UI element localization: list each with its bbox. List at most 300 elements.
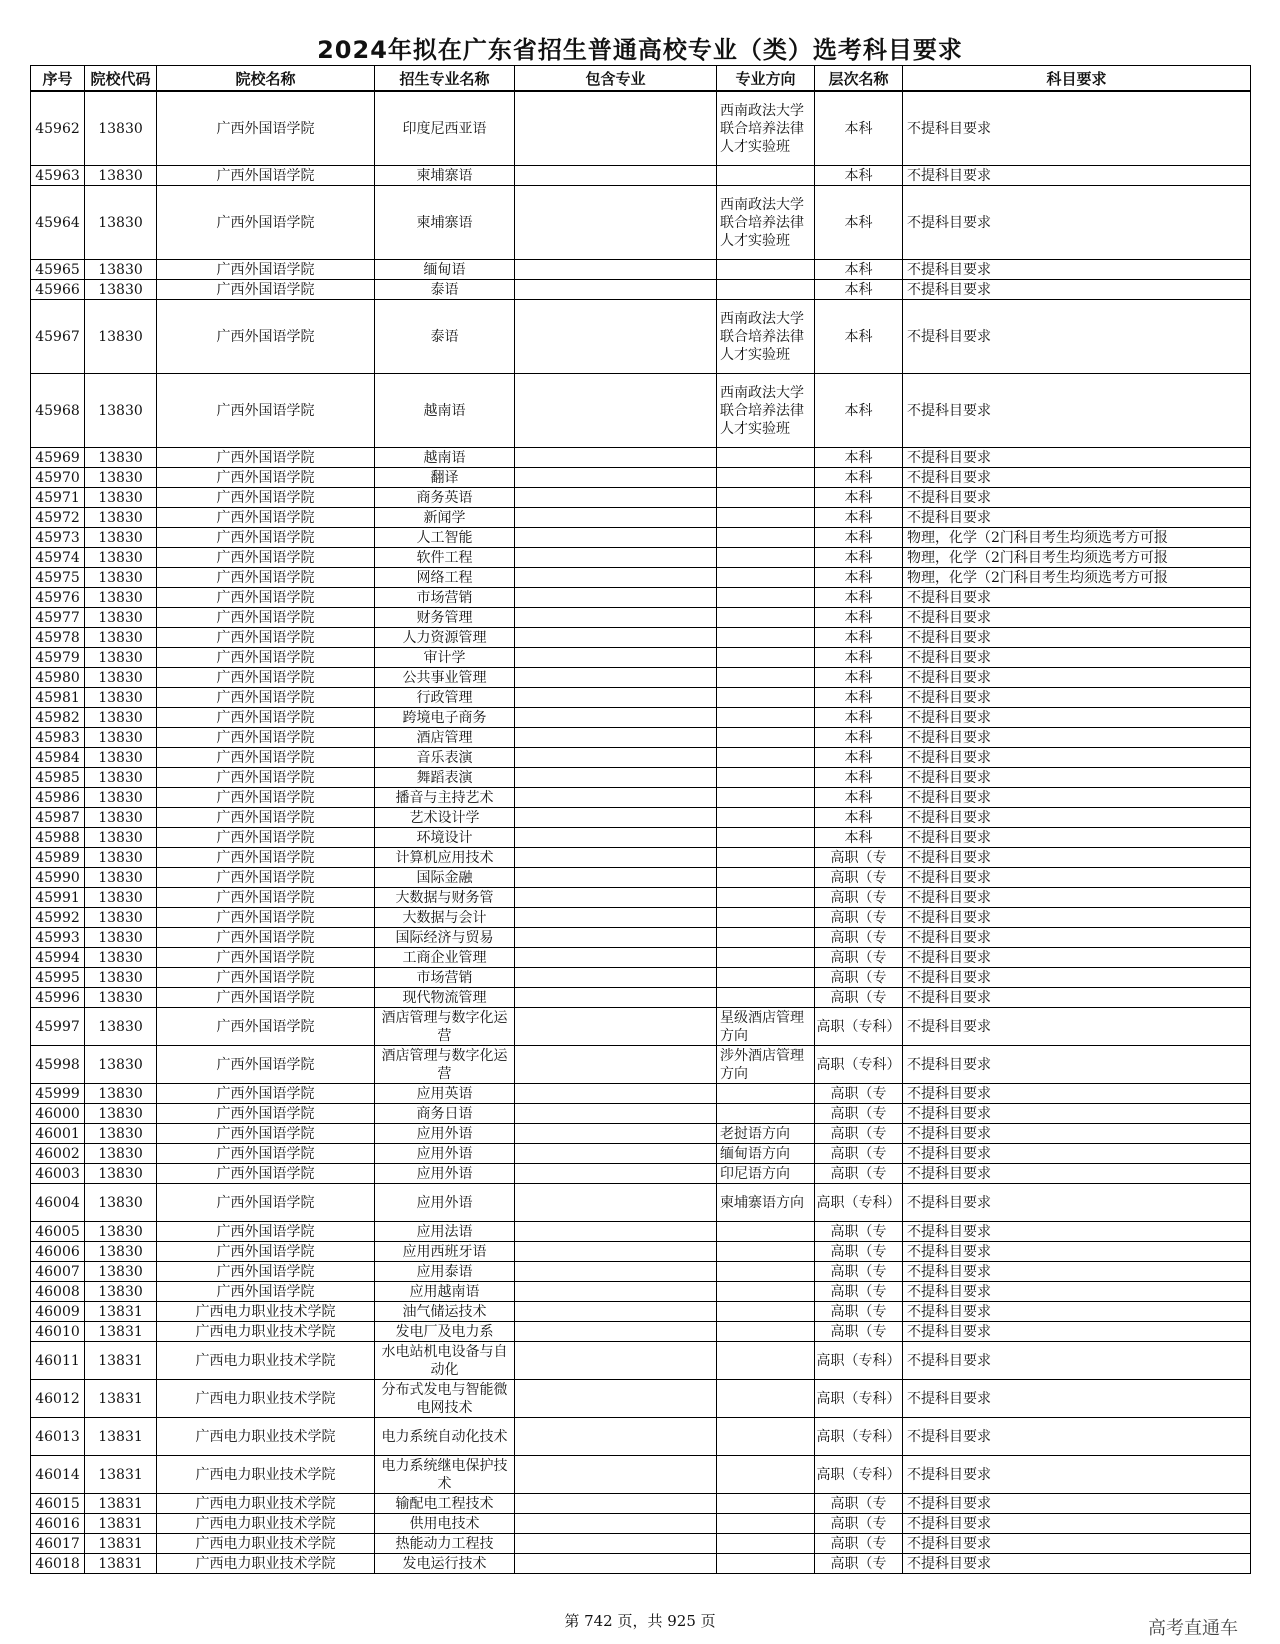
cell-direction: 西南政法大学联合培养法律人才实验班	[717, 186, 815, 260]
cell-included-majors	[515, 1418, 717, 1456]
cell-school-code: 13830	[85, 468, 157, 488]
cell-included-majors	[515, 828, 717, 848]
cell-subject-requirement: 不提科目要求	[903, 808, 1251, 828]
cell-level: 本科	[815, 488, 903, 508]
cell-level: 本科	[815, 508, 903, 528]
cell-major-name: 国际经济与贸易	[375, 928, 515, 948]
cell-level: 高职（专	[815, 1124, 903, 1144]
cell-serial: 45998	[31, 1046, 85, 1084]
cell-serial: 45997	[31, 1008, 85, 1046]
cell-direction: 老挝语方向	[717, 1124, 815, 1144]
cell-school-code: 13830	[85, 1124, 157, 1144]
cell-serial: 45995	[31, 968, 85, 988]
cell-level: 高职（专科）	[815, 1008, 903, 1046]
cell-serial: 46004	[31, 1184, 85, 1222]
cell-subject-requirement: 不提科目要求	[903, 748, 1251, 768]
cell-direction	[717, 1534, 815, 1554]
cell-major-name: 发电运行技术	[375, 1554, 515, 1574]
cell-direction: 星级酒店管理方向	[717, 1008, 815, 1046]
cell-major-name: 计算机应用技术	[375, 848, 515, 868]
cell-school-name: 广西电力职业技术学院	[157, 1554, 375, 1574]
cell-school-code: 13830	[85, 968, 157, 988]
cell-included-majors	[515, 668, 717, 688]
cell-direction	[717, 588, 815, 608]
cell-major-name: 缅甸语	[375, 260, 515, 280]
cell-major-name: 工商企业管理	[375, 948, 515, 968]
cell-subject-requirement: 不提科目要求	[903, 648, 1251, 668]
cell-subject-requirement: 不提科目要求	[903, 828, 1251, 848]
cell-major-name: 音乐表演	[375, 748, 515, 768]
cell-school-code: 13830	[85, 1008, 157, 1046]
table-row	[31, 908, 1251, 928]
cell-school-code: 13830	[85, 166, 157, 186]
cell-subject-requirement: 不提科目要求	[903, 668, 1251, 688]
cell-school-code: 13830	[85, 1164, 157, 1184]
cell-direction	[717, 808, 815, 828]
table-row	[31, 448, 1251, 468]
table-row	[31, 468, 1251, 488]
cell-subject-requirement: 不提科目要求	[903, 448, 1251, 468]
cell-included-majors	[515, 548, 717, 568]
cell-major-name: 应用法语	[375, 1222, 515, 1242]
cell-school-name: 广西外国语学院	[157, 848, 375, 868]
cell-school-code: 13830	[85, 260, 157, 280]
cell-direction: 缅甸语方向	[717, 1144, 815, 1164]
cell-included-majors	[515, 91, 717, 166]
cell-level: 高职（专	[815, 1534, 903, 1554]
cell-included-majors	[515, 888, 717, 908]
table-row	[31, 1046, 1251, 1084]
cell-school-name: 广西外国语学院	[157, 548, 375, 568]
page-number: 第 742 页，共 925 页	[564, 1612, 716, 1630]
cell-school-name: 广西外国语学院	[157, 608, 375, 628]
cell-level: 高职（专	[815, 1164, 903, 1184]
cell-school-code: 13831	[85, 1322, 157, 1342]
cell-included-majors	[515, 748, 717, 768]
cell-school-code: 13830	[85, 608, 157, 628]
cell-school-name: 广西外国语学院	[157, 668, 375, 688]
cell-serial: 46000	[31, 1104, 85, 1124]
cell-direction	[717, 768, 815, 788]
cell-serial: 45972	[31, 508, 85, 528]
cell-school-code: 13830	[85, 908, 157, 928]
cell-school-code: 13830	[85, 688, 157, 708]
cell-level: 本科	[815, 260, 903, 280]
cell-serial: 46001	[31, 1124, 85, 1144]
cell-direction	[717, 708, 815, 728]
cell-major-name: 艺术设计学	[375, 808, 515, 828]
cell-school-code: 13830	[85, 788, 157, 808]
cell-level: 本科	[815, 548, 903, 568]
cell-direction: 西南政法大学联合培养法律人才实验班	[717, 374, 815, 448]
header-cell: 招生专业名称	[375, 66, 515, 92]
cell-subject-requirement: 不提科目要求	[903, 468, 1251, 488]
cell-serial: 45965	[31, 260, 85, 280]
cell-level: 本科	[815, 300, 903, 374]
cell-level: 本科	[815, 788, 903, 808]
cell-subject-requirement: 不提科目要求	[903, 1322, 1251, 1342]
cell-subject-requirement: 不提科目要求	[903, 948, 1251, 968]
cell-major-name: 越南语	[375, 448, 515, 468]
cell-level: 高职（专	[815, 1242, 903, 1262]
cell-level: 本科	[815, 728, 903, 748]
table-row	[31, 868, 1251, 888]
cell-level: 高职（专科）	[815, 1046, 903, 1084]
header-cell: 包含专业	[515, 66, 717, 92]
table-row	[31, 788, 1251, 808]
cell-level: 高职（专	[815, 1554, 903, 1574]
cell-subject-requirement: 不提科目要求	[903, 628, 1251, 648]
cell-direction	[717, 968, 815, 988]
table-row	[31, 1262, 1251, 1282]
cell-major-name: 供用电技术	[375, 1514, 515, 1534]
cell-subject-requirement: 不提科目要求	[903, 1184, 1251, 1222]
cell-subject-requirement: 不提科目要求	[903, 1124, 1251, 1144]
cell-school-name: 广西外国语学院	[157, 708, 375, 728]
cell-direction	[717, 668, 815, 688]
cell-subject-requirement: 不提科目要求	[903, 280, 1251, 300]
table-row	[31, 928, 1251, 948]
table-row	[31, 708, 1251, 728]
cell-school-code: 13830	[85, 828, 157, 848]
cell-direction: 印尼语方向	[717, 1164, 815, 1184]
table-row	[31, 186, 1251, 260]
table-row	[31, 1302, 1251, 1322]
cell-included-majors	[515, 1534, 717, 1554]
cell-major-name: 大数据与会计	[375, 908, 515, 928]
cell-direction	[717, 1514, 815, 1534]
cell-subject-requirement: 不提科目要求	[903, 968, 1251, 988]
cell-school-name: 广西外国语学院	[157, 166, 375, 186]
cell-school-code: 13830	[85, 1184, 157, 1222]
cell-school-name: 广西外国语学院	[157, 1124, 375, 1144]
cell-school-code: 13830	[85, 568, 157, 588]
cell-subject-requirement: 不提科目要求	[903, 300, 1251, 374]
table-row	[31, 1184, 1251, 1222]
cell-serial: 45971	[31, 488, 85, 508]
cell-level: 高职（专	[815, 1104, 903, 1124]
cell-level: 高职（专科）	[815, 1380, 903, 1418]
cell-direction	[717, 1494, 815, 1514]
cell-school-code: 13830	[85, 300, 157, 374]
cell-included-majors	[515, 260, 717, 280]
cell-direction	[717, 948, 815, 968]
cell-major-name: 发电厂及电力系	[375, 1322, 515, 1342]
cell-included-majors	[515, 1242, 717, 1262]
cell-school-name: 广西外国语学院	[157, 928, 375, 948]
cell-school-code: 13831	[85, 1554, 157, 1574]
cell-subject-requirement: 不提科目要求	[903, 708, 1251, 728]
cell-major-name: 翻译	[375, 468, 515, 488]
cell-included-majors	[515, 508, 717, 528]
cell-level: 高职（专科）	[815, 1342, 903, 1380]
cell-school-name: 广西外国语学院	[157, 280, 375, 300]
cell-included-majors	[515, 1144, 717, 1164]
cell-subject-requirement: 不提科目要求	[903, 488, 1251, 508]
cell-school-name: 广西外国语学院	[157, 988, 375, 1008]
cell-school-code: 13830	[85, 508, 157, 528]
table-row	[31, 166, 1251, 186]
cell-subject-requirement: 不提科目要求	[903, 508, 1251, 528]
cell-school-code: 13830	[85, 928, 157, 948]
cell-school-code: 13830	[85, 748, 157, 768]
cell-serial: 45991	[31, 888, 85, 908]
cell-direction	[717, 1418, 815, 1456]
cell-level: 本科	[815, 528, 903, 548]
cell-school-code: 13830	[85, 948, 157, 968]
cell-level: 本科	[815, 186, 903, 260]
cell-direction	[717, 888, 815, 908]
cell-school-code: 13830	[85, 888, 157, 908]
cell-included-majors	[515, 628, 717, 648]
table-row	[31, 1008, 1251, 1046]
cell-serial: 45968	[31, 374, 85, 448]
cell-serial: 45984	[31, 748, 85, 768]
table-row	[31, 728, 1251, 748]
cell-level: 高职（专	[815, 968, 903, 988]
cell-included-majors	[515, 1164, 717, 1184]
cell-school-code: 13830	[85, 768, 157, 788]
table-row	[31, 608, 1251, 628]
cell-serial: 45970	[31, 468, 85, 488]
cell-serial: 45977	[31, 608, 85, 628]
cell-direction	[717, 548, 815, 568]
cell-serial: 45981	[31, 688, 85, 708]
cell-subject-requirement: 不提科目要求	[903, 1104, 1251, 1124]
table-row	[31, 548, 1251, 568]
table-row	[31, 988, 1251, 1008]
cell-school-name: 广西外国语学院	[157, 300, 375, 374]
cell-major-name: 应用外语	[375, 1164, 515, 1184]
cell-major-name: 商务英语	[375, 488, 515, 508]
cell-subject-requirement: 不提科目要求	[903, 988, 1251, 1008]
cell-direction	[717, 928, 815, 948]
cell-included-majors	[515, 928, 717, 948]
cell-level: 高职（专	[815, 908, 903, 928]
cell-major-name: 应用外语	[375, 1144, 515, 1164]
table-row	[31, 280, 1251, 300]
cell-school-name: 广西电力职业技术学院	[157, 1418, 375, 1456]
cell-major-name: 输配电工程技术	[375, 1494, 515, 1514]
cell-direction	[717, 1456, 815, 1494]
cell-serial: 45967	[31, 300, 85, 374]
cell-serial: 46015	[31, 1494, 85, 1514]
table-row	[31, 1554, 1251, 1574]
cell-level: 本科	[815, 688, 903, 708]
cell-subject-requirement: 不提科目要求	[903, 1514, 1251, 1534]
cell-serial: 45976	[31, 588, 85, 608]
cell-level: 高职（专科）	[815, 1456, 903, 1494]
cell-level: 高职（专	[815, 1282, 903, 1302]
cell-major-name: 应用越南语	[375, 1282, 515, 1302]
cell-school-code: 13830	[85, 91, 157, 166]
cell-major-name: 应用英语	[375, 1084, 515, 1104]
cell-school-code: 13830	[85, 186, 157, 260]
cell-level: 本科	[815, 166, 903, 186]
cell-serial: 45999	[31, 1084, 85, 1104]
cell-included-majors	[515, 1342, 717, 1380]
cell-school-name: 广西外国语学院	[157, 1084, 375, 1104]
cell-serial: 45969	[31, 448, 85, 468]
cell-direction: 西南政法大学联合培养法律人才实验班	[717, 300, 815, 374]
cell-serial: 45979	[31, 648, 85, 668]
cell-direction	[717, 488, 815, 508]
cell-direction	[717, 568, 815, 588]
cell-subject-requirement: 不提科目要求	[903, 1342, 1251, 1380]
cell-included-majors	[515, 688, 717, 708]
cell-direction	[717, 1342, 815, 1380]
table-row	[31, 528, 1251, 548]
table-row	[31, 1222, 1251, 1242]
cell-level: 高职（专	[815, 868, 903, 888]
cell-subject-requirement: 不提科目要求	[903, 1164, 1251, 1184]
cell-direction	[717, 748, 815, 768]
cell-school-name: 广西外国语学院	[157, 568, 375, 588]
cell-school-code: 13830	[85, 648, 157, 668]
cell-serial: 45986	[31, 788, 85, 808]
cell-serial: 45980	[31, 668, 85, 688]
cell-included-majors	[515, 528, 717, 548]
cell-school-code: 13830	[85, 988, 157, 1008]
cell-included-majors	[515, 708, 717, 728]
cell-serial: 46012	[31, 1380, 85, 1418]
cell-direction: 西南政法大学联合培养法律人才实验班	[717, 91, 815, 166]
cell-included-majors	[515, 1456, 717, 1494]
table-row	[31, 508, 1251, 528]
cell-major-name: 泰语	[375, 300, 515, 374]
cell-direction	[717, 648, 815, 668]
cell-school-code: 13831	[85, 1342, 157, 1380]
cell-included-majors	[515, 1322, 717, 1342]
cell-serial: 46011	[31, 1342, 85, 1380]
cell-direction	[717, 1084, 815, 1104]
cell-direction	[717, 788, 815, 808]
cell-school-code: 13830	[85, 374, 157, 448]
cell-school-name: 广西电力职业技术学院	[157, 1322, 375, 1342]
cell-direction	[717, 166, 815, 186]
cell-level: 本科	[815, 468, 903, 488]
cell-school-name: 广西外国语学院	[157, 628, 375, 648]
cell-included-majors	[515, 166, 717, 186]
cell-major-name: 人工智能	[375, 528, 515, 548]
cell-level: 高职（专	[815, 1262, 903, 1282]
table-body	[31, 91, 1251, 1574]
cell-serial: 45985	[31, 768, 85, 788]
cell-subject-requirement: 不提科目要求	[903, 1534, 1251, 1554]
table-row	[31, 260, 1251, 280]
table-row	[31, 1514, 1251, 1534]
cell-level: 本科	[815, 648, 903, 668]
cell-school-name: 广西外国语学院	[157, 1164, 375, 1184]
cell-direction	[717, 508, 815, 528]
cell-major-name: 酒店管理	[375, 728, 515, 748]
cell-major-name: 印度尼西亚语	[375, 91, 515, 166]
cell-subject-requirement: 不提科目要求	[903, 374, 1251, 448]
cell-serial: 46014	[31, 1456, 85, 1494]
cell-school-name: 广西外国语学院	[157, 260, 375, 280]
cell-school-name: 广西外国语学院	[157, 468, 375, 488]
cell-major-name: 应用泰语	[375, 1262, 515, 1282]
cell-level: 高职（专	[815, 1322, 903, 1342]
cell-direction	[717, 1242, 815, 1262]
cell-major-name: 播音与主持艺术	[375, 788, 515, 808]
cell-school-code: 13830	[85, 1084, 157, 1104]
header-cell: 序号	[31, 66, 85, 92]
cell-subject-requirement: 不提科目要求	[903, 728, 1251, 748]
cell-school-name: 广西电力职业技术学院	[157, 1342, 375, 1380]
cell-included-majors	[515, 848, 717, 868]
cell-included-majors	[515, 988, 717, 1008]
cell-school-code: 13830	[85, 548, 157, 568]
table-row	[31, 688, 1251, 708]
cell-included-majors	[515, 968, 717, 988]
cell-level: 高职（专	[815, 1494, 903, 1514]
cell-level: 本科	[815, 828, 903, 848]
cell-included-majors	[515, 1302, 717, 1322]
table-row	[31, 888, 1251, 908]
cell-major-name: 柬埔寨语	[375, 166, 515, 186]
cell-serial: 46006	[31, 1242, 85, 1262]
cell-level: 高职（专	[815, 1144, 903, 1164]
cell-direction	[717, 628, 815, 648]
cell-major-name: 酒店管理与数字化运营	[375, 1046, 515, 1084]
cell-major-name: 国际金融	[375, 868, 515, 888]
cell-serial: 45962	[31, 91, 85, 166]
cell-major-name: 舞蹈表演	[375, 768, 515, 788]
cell-school-name: 广西外国语学院	[157, 1144, 375, 1164]
cell-school-name: 广西外国语学院	[157, 1242, 375, 1262]
table-row	[31, 828, 1251, 848]
cell-included-majors	[515, 374, 717, 448]
cell-school-name: 广西外国语学院	[157, 1184, 375, 1222]
cell-serial: 45982	[31, 708, 85, 728]
cell-included-majors	[515, 1494, 717, 1514]
cell-major-name: 软件工程	[375, 548, 515, 568]
cell-subject-requirement: 不提科目要求	[903, 1222, 1251, 1242]
cell-school-name: 广西电力职业技术学院	[157, 1514, 375, 1534]
cell-school-name: 广西外国语学院	[157, 374, 375, 448]
cell-level: 高职（专	[815, 1222, 903, 1242]
cell-direction	[717, 1262, 815, 1282]
cell-major-name: 跨境电子商务	[375, 708, 515, 728]
cell-school-name: 广西外国语学院	[157, 728, 375, 748]
table-row	[31, 748, 1251, 768]
cell-level: 本科	[815, 568, 903, 588]
cell-level: 本科	[815, 91, 903, 166]
table-row	[31, 1124, 1251, 1144]
cell-level: 本科	[815, 588, 903, 608]
cell-serial: 45988	[31, 828, 85, 848]
cell-included-majors	[515, 1262, 717, 1282]
cell-school-code: 13830	[85, 628, 157, 648]
cell-level: 高职（专	[815, 1514, 903, 1534]
header-cell: 层次名称	[815, 66, 903, 92]
cell-school-code: 13830	[85, 588, 157, 608]
cell-school-name: 广西外国语学院	[157, 648, 375, 668]
table-row	[31, 628, 1251, 648]
cell-level: 高职（专	[815, 888, 903, 908]
cell-included-majors	[515, 1124, 717, 1144]
table-row	[31, 1084, 1251, 1104]
cell-subject-requirement: 不提科目要求	[903, 1554, 1251, 1574]
cell-level: 本科	[815, 628, 903, 648]
cell-included-majors	[515, 1554, 717, 1574]
cell-major-name: 新闻学	[375, 508, 515, 528]
table-row	[31, 374, 1251, 448]
cell-major-name: 市场营销	[375, 968, 515, 988]
table-row	[31, 808, 1251, 828]
cell-serial: 45987	[31, 808, 85, 828]
